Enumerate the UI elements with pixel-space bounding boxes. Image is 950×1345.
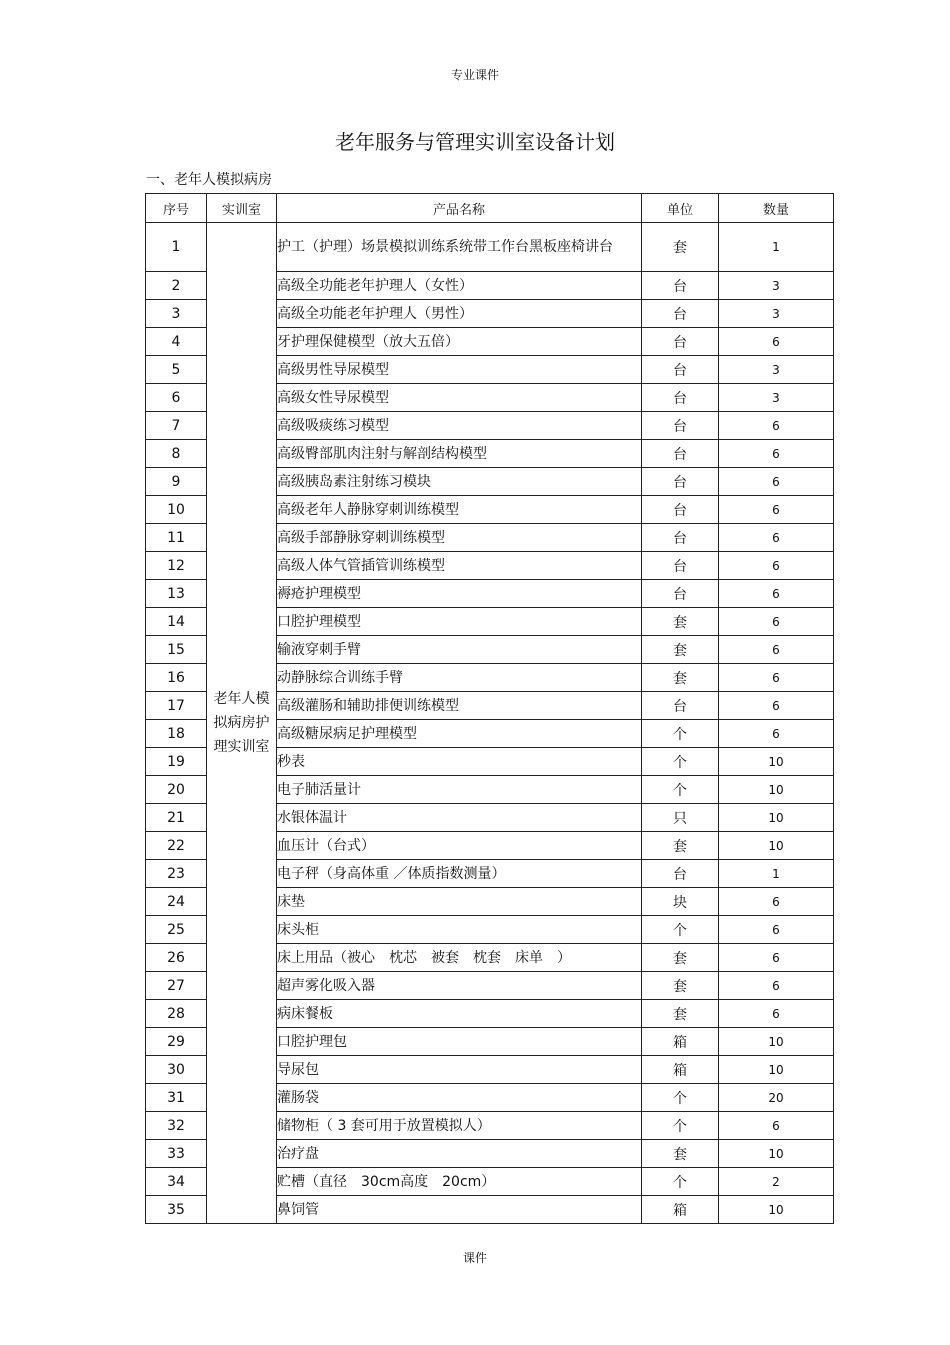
unit-cell: 台 xyxy=(642,412,719,440)
product-name: 高级人体气管插管训练模型 xyxy=(277,552,642,580)
unit-cell: 台 xyxy=(642,272,719,300)
unit-cell: 套 xyxy=(642,1000,719,1028)
quantity-cell: 3 xyxy=(719,384,834,412)
header-quantity: 数量 xyxy=(719,194,834,223)
quantity-cell: 10 xyxy=(719,1140,834,1168)
product-name: 超声雾化吸入器 xyxy=(277,972,642,1000)
unit-cell: 箱 xyxy=(642,1196,719,1224)
row-number: 12 xyxy=(146,552,207,580)
quantity-cell: 10 xyxy=(719,804,834,832)
product-name: 高级臀部肌肉注射与解剖结构模型 xyxy=(277,440,642,468)
product-name: 电子秤（身高体重 ／体质指数测量） xyxy=(277,860,642,888)
quantity-cell: 6 xyxy=(719,664,834,692)
quantity-cell: 6 xyxy=(719,412,834,440)
row-number: 3 xyxy=(146,300,207,328)
row-number: 14 xyxy=(146,608,207,636)
row-number: 24 xyxy=(146,888,207,916)
quantity-cell: 1 xyxy=(719,860,834,888)
quantity-cell: 6 xyxy=(719,1112,834,1140)
quantity-cell: 6 xyxy=(719,916,834,944)
header-product-name: 产品名称 xyxy=(277,194,642,223)
header-serial-no: 序号 xyxy=(146,194,207,223)
quantity-cell: 6 xyxy=(719,328,834,356)
row-number: 15 xyxy=(146,636,207,664)
quantity-cell: 1 xyxy=(719,223,834,272)
row-number: 16 xyxy=(146,664,207,692)
unit-cell: 个 xyxy=(642,748,719,776)
row-number: 17 xyxy=(146,692,207,720)
quantity-cell: 10 xyxy=(719,832,834,860)
quantity-cell: 6 xyxy=(719,552,834,580)
table-row xyxy=(146,223,834,272)
product-name: 贮槽（直径 30cm高度 20cm） xyxy=(277,1168,642,1196)
row-number: 32 xyxy=(146,1112,207,1140)
product-name: 输液穿刺手臂 xyxy=(277,636,642,664)
row-number: 31 xyxy=(146,1084,207,1112)
product-name: 秒表 xyxy=(277,748,642,776)
unit-cell: 套 xyxy=(642,223,719,272)
row-number: 25 xyxy=(146,916,207,944)
row-number: 11 xyxy=(146,524,207,552)
quantity-cell: 10 xyxy=(719,776,834,804)
unit-cell: 台 xyxy=(642,692,719,720)
quantity-cell: 6 xyxy=(719,1000,834,1028)
unit-cell: 套 xyxy=(642,1140,719,1168)
row-number: 2 xyxy=(146,272,207,300)
product-name: 床垫 xyxy=(277,888,642,916)
row-number: 5 xyxy=(146,356,207,384)
quantity-cell: 6 xyxy=(719,692,834,720)
unit-cell: 套 xyxy=(642,944,719,972)
product-name: 口腔护理模型 xyxy=(277,608,642,636)
row-number: 7 xyxy=(146,412,207,440)
quantity-cell: 6 xyxy=(719,496,834,524)
unit-cell: 个 xyxy=(642,776,719,804)
row-number: 10 xyxy=(146,496,207,524)
unit-cell: 块 xyxy=(642,888,719,916)
product-name: 褥疮护理模型 xyxy=(277,580,642,608)
unit-cell: 台 xyxy=(642,300,719,328)
quantity-cell: 6 xyxy=(719,944,834,972)
row-number: 29 xyxy=(146,1028,207,1056)
row-number: 1 xyxy=(146,223,207,272)
product-name: 高级吸痰练习模型 xyxy=(277,412,642,440)
equipment-table xyxy=(145,193,834,1224)
table-body xyxy=(146,223,834,1224)
product-name: 灌肠袋 xyxy=(277,1084,642,1112)
quantity-cell: 3 xyxy=(719,272,834,300)
product-name: 高级女性导尿模型 xyxy=(277,384,642,412)
row-number: 28 xyxy=(146,1000,207,1028)
quantity-cell: 6 xyxy=(719,608,834,636)
row-number: 8 xyxy=(146,440,207,468)
unit-cell: 套 xyxy=(642,636,719,664)
quantity-cell: 6 xyxy=(719,720,834,748)
header-training-room: 实训室 xyxy=(207,194,277,223)
quantity-cell: 6 xyxy=(719,468,834,496)
unit-cell: 台 xyxy=(642,860,719,888)
row-number: 4 xyxy=(146,328,207,356)
product-name: 护工（护理）场景模拟训练系统带工作台黑板座椅讲台 xyxy=(277,223,642,272)
unit-cell: 只 xyxy=(642,804,719,832)
quantity-cell: 2 xyxy=(719,1168,834,1196)
unit-cell: 台 xyxy=(642,468,719,496)
row-number: 20 xyxy=(146,776,207,804)
product-name: 储物柜（ 3 套可用于放置模拟人） xyxy=(277,1112,642,1140)
product-name: 血压计（台式） xyxy=(277,832,642,860)
product-name: 鼻饲管 xyxy=(277,1196,642,1224)
unit-cell: 台 xyxy=(642,440,719,468)
product-name: 动静脉综合训练手臂 xyxy=(277,664,642,692)
row-number: 30 xyxy=(146,1056,207,1084)
product-name: 高级糖尿病足护理模型 xyxy=(277,720,642,748)
product-name: 高级老年人静脉穿刺训练模型 xyxy=(277,496,642,524)
row-number: 26 xyxy=(146,944,207,972)
product-name: 口腔护理包 xyxy=(277,1028,642,1056)
product-name: 高级全功能老年护理人（男性） xyxy=(277,300,642,328)
product-name: 高级灌肠和辅助排便训练模型 xyxy=(277,692,642,720)
quantity-cell: 6 xyxy=(719,636,834,664)
unit-cell: 台 xyxy=(642,356,719,384)
product-name: 高级胰岛素注射练习模块 xyxy=(277,468,642,496)
unit-cell: 个 xyxy=(642,1112,719,1140)
unit-cell: 个 xyxy=(642,916,719,944)
unit-cell: 箱 xyxy=(642,1028,719,1056)
product-name: 病床餐板 xyxy=(277,1000,642,1028)
row-number: 21 xyxy=(146,804,207,832)
unit-cell: 个 xyxy=(642,1168,719,1196)
page-header: 专业课件 xyxy=(450,68,499,82)
unit-cell: 个 xyxy=(642,1084,719,1112)
product-name: 导尿包 xyxy=(277,1056,642,1084)
row-number: 33 xyxy=(146,1140,207,1168)
unit-cell: 台 xyxy=(642,524,719,552)
document-title: 老年服务与管理实训室设备计划 xyxy=(335,130,615,154)
quantity-cell: 10 xyxy=(719,1028,834,1056)
quantity-cell: 6 xyxy=(719,524,834,552)
training-room-name: 老年人模拟病房护理实训室 xyxy=(207,223,277,1224)
product-name: 治疗盘 xyxy=(277,1140,642,1168)
product-name: 水银体温计 xyxy=(277,804,642,832)
quantity-cell: 3 xyxy=(719,356,834,384)
row-number: 9 xyxy=(146,468,207,496)
row-number: 19 xyxy=(146,748,207,776)
unit-cell: 台 xyxy=(642,580,719,608)
unit-cell: 套 xyxy=(642,608,719,636)
quantity-cell: 3 xyxy=(719,300,834,328)
page-footer: 课件 xyxy=(462,1251,487,1265)
unit-cell: 套 xyxy=(642,972,719,1000)
quantity-cell: 6 xyxy=(719,580,834,608)
unit-cell: 台 xyxy=(642,496,719,524)
row-number: 27 xyxy=(146,972,207,1000)
quantity-cell: 10 xyxy=(719,1056,834,1084)
unit-cell: 台 xyxy=(642,552,719,580)
quantity-cell: 6 xyxy=(719,888,834,916)
quantity-cell: 10 xyxy=(719,1196,834,1224)
row-number: 18 xyxy=(146,720,207,748)
unit-cell: 箱 xyxy=(642,1056,719,1084)
quantity-cell: 6 xyxy=(719,972,834,1000)
unit-cell: 个 xyxy=(642,720,719,748)
row-number: 35 xyxy=(146,1196,207,1224)
quantity-cell: 10 xyxy=(719,748,834,776)
section-heading: 一、老年人模拟病房 xyxy=(146,172,272,188)
quantity-cell: 20 xyxy=(719,1084,834,1112)
unit-cell: 台 xyxy=(642,384,719,412)
row-number: 23 xyxy=(146,860,207,888)
row-number: 34 xyxy=(146,1168,207,1196)
quantity-cell: 6 xyxy=(719,440,834,468)
product-name: 床上用品（被心 枕芯 被套 枕套 床单 ） xyxy=(277,944,642,972)
unit-cell: 套 xyxy=(642,832,719,860)
row-number: 22 xyxy=(146,832,207,860)
unit-cell: 台 xyxy=(642,328,719,356)
row-number: 6 xyxy=(146,384,207,412)
product-name: 高级全功能老年护理人（女性） xyxy=(277,272,642,300)
table-header-row xyxy=(146,194,834,223)
row-number: 13 xyxy=(146,580,207,608)
product-name: 床头柜 xyxy=(277,916,642,944)
product-name: 高级男性导尿模型 xyxy=(277,356,642,384)
product-name: 牙护理保健模型（放大五倍） xyxy=(277,328,642,356)
header-unit: 单位 xyxy=(642,194,719,223)
product-name: 电子肺活量计 xyxy=(277,776,642,804)
product-name: 高级手部静脉穿刺训练模型 xyxy=(277,524,642,552)
unit-cell: 套 xyxy=(642,664,719,692)
